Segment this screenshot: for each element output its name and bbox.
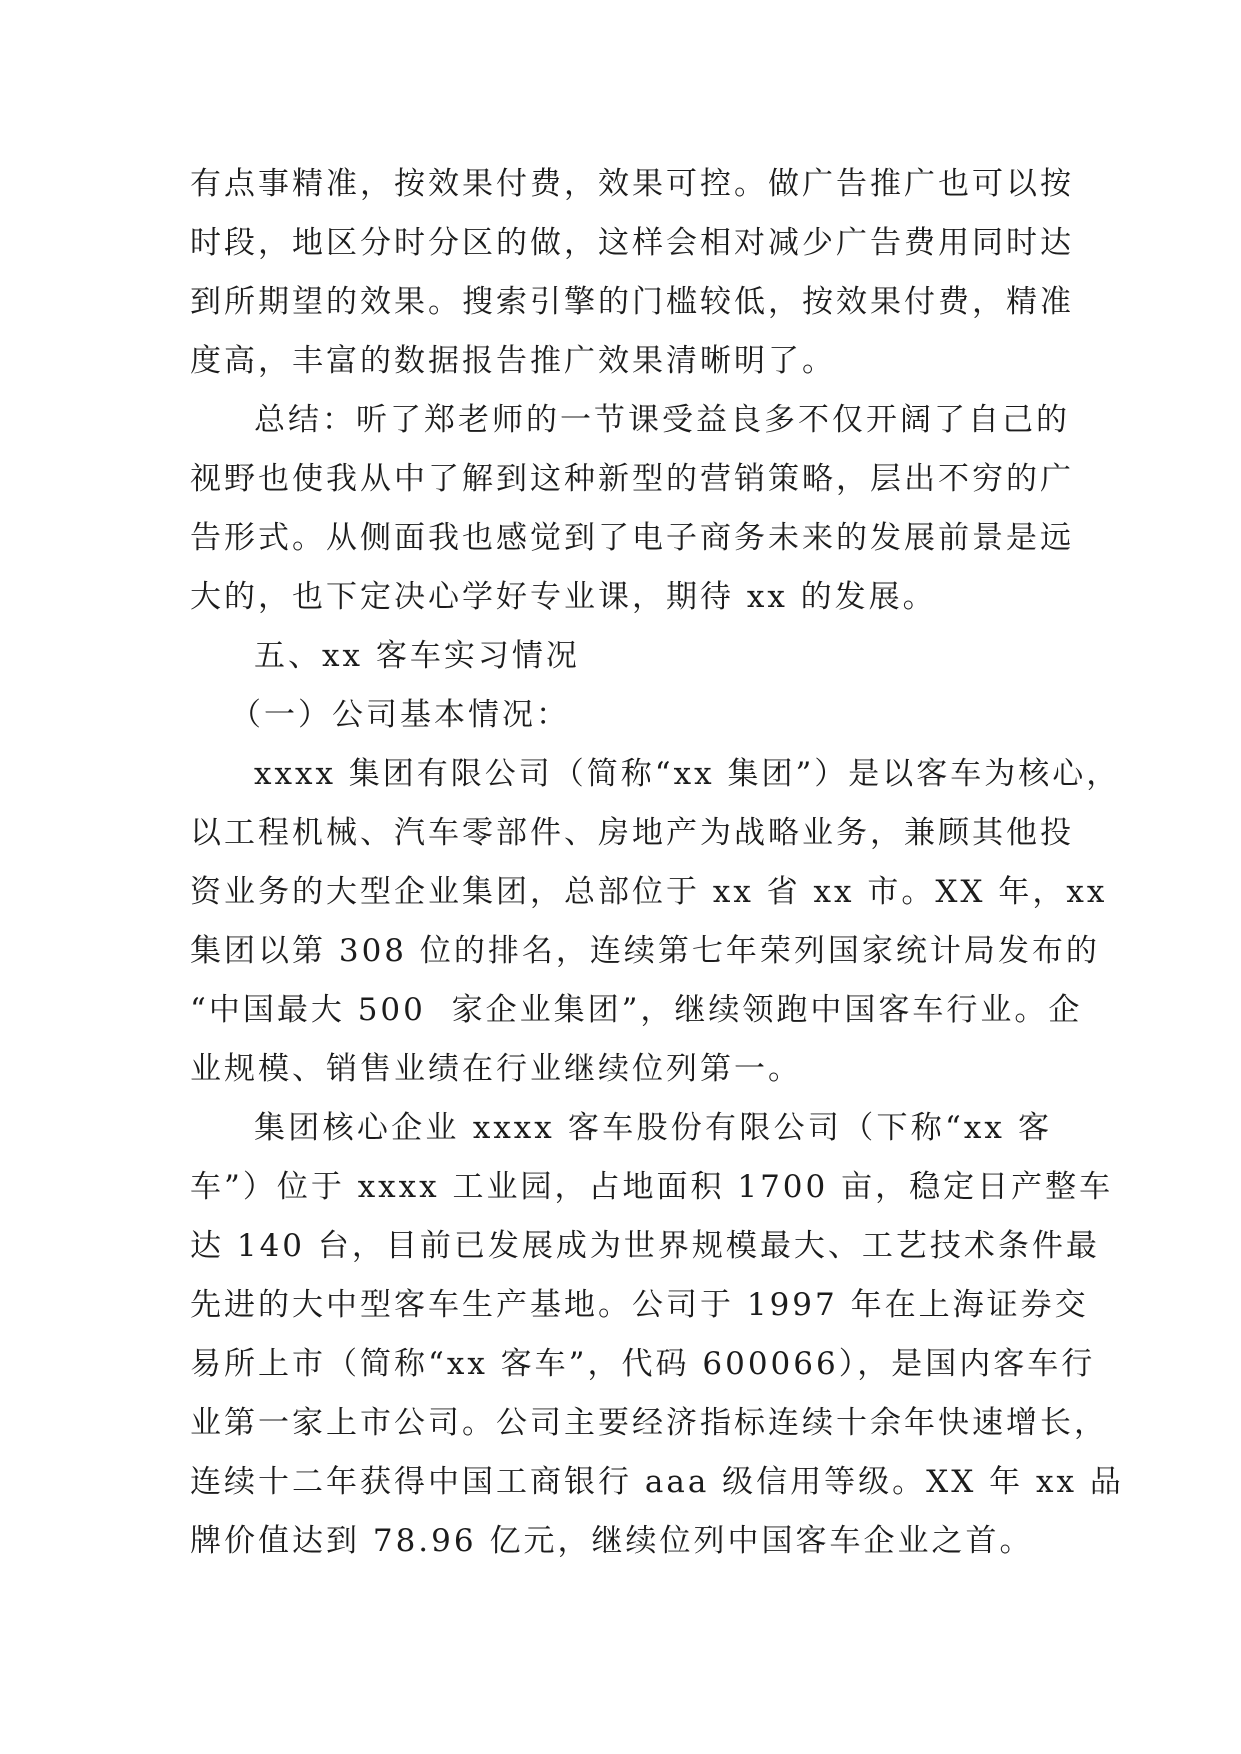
text-line: 以工程机械、汽车零部件、房地产为战略业务，兼顾其他投 (190, 815, 1074, 851)
text-line: xxxx 集团有限公司（简称“xx 集团”）是以客车为核心， (254, 756, 1121, 792)
section-heading (190, 627, 1052, 686)
text-line: 到所期望的效果。搜索引擎的门槛较低，按效果付费，精准 (190, 284, 1074, 320)
text-line: “中国最大 500 家企业集团”，继续领跑中国客车行业。企 (190, 992, 1083, 1028)
text-line: 达 140 台，目前已发展成为世界规模最大、工艺技术条件最 (190, 1228, 1100, 1264)
text-line: 先进的大中型客车生产基地。公司于 1997 年在上海证券交 (190, 1287, 1089, 1323)
text-line: 业第一家上市公司。公司主要经济指标连续十余年快速增长， (190, 1405, 1108, 1441)
text-line: 集团以第 308 位的排名，连续第七年荣列国家统计局发布的 (190, 933, 1100, 969)
text-line: 度高，丰富的数据报告推广效果清晰明了。 (190, 343, 836, 379)
paragraph-company-info (190, 745, 1121, 1099)
text-line: 连续十二年获得中国工商银行 aaa 级信用等级。XX 年 xx 品 (190, 1464, 1124, 1500)
text-line: 大的，也下定决心学好专业课，期待 xx 的发展。 (190, 579, 937, 615)
paragraph-core-enterprise (190, 1099, 1124, 1571)
text-line: 资业务的大型企业集团，总部位于 xx 省 xx 市。XX 年，xx (190, 874, 1108, 910)
paragraph-ad-effect (190, 155, 1074, 391)
document-body (190, 155, 1124, 1571)
text-line: 车”）位于 xxxx 工业园，占地面积 1700 亩，稳定日产整车 (190, 1169, 1114, 1205)
text-line: 业规模、销售业绩在行业继续位列第一。 (190, 1051, 802, 1087)
heading-text: 五、xx 客车实习情况 (254, 638, 580, 674)
text-line: 时段，地区分时分区的做，这样会相对减少广告费用同时达 (190, 225, 1074, 261)
heading-text: （一）公司基本情况： (230, 697, 570, 733)
text-line: 有点事精准，按效果付费，效果可控。做广告推广也可以按 (190, 166, 1074, 202)
paragraph-summary (190, 391, 1074, 627)
text-line: 牌价值达到 78.96 亿元，继续位列中国客车企业之首。 (190, 1523, 1034, 1559)
subsection-heading (190, 686, 1052, 745)
text-line: 集团核心企业 xxxx 客车股份有限公司（下称“xx 客 (254, 1110, 1052, 1146)
text-line: 总结：听了郑老师的一节课受益良多不仅开阔了自己的 (254, 402, 1070, 438)
text-line: 告形式。从侧面我也感觉到了电子商务未来的发展前景是远 (190, 520, 1074, 556)
text-line: 易所上市（简称“xx 客车”，代码 600066），是国内客车行 (190, 1346, 1096, 1382)
text-line: 视野也使我从中了解到这种新型的营销策略，层出不穷的广 (190, 461, 1074, 497)
